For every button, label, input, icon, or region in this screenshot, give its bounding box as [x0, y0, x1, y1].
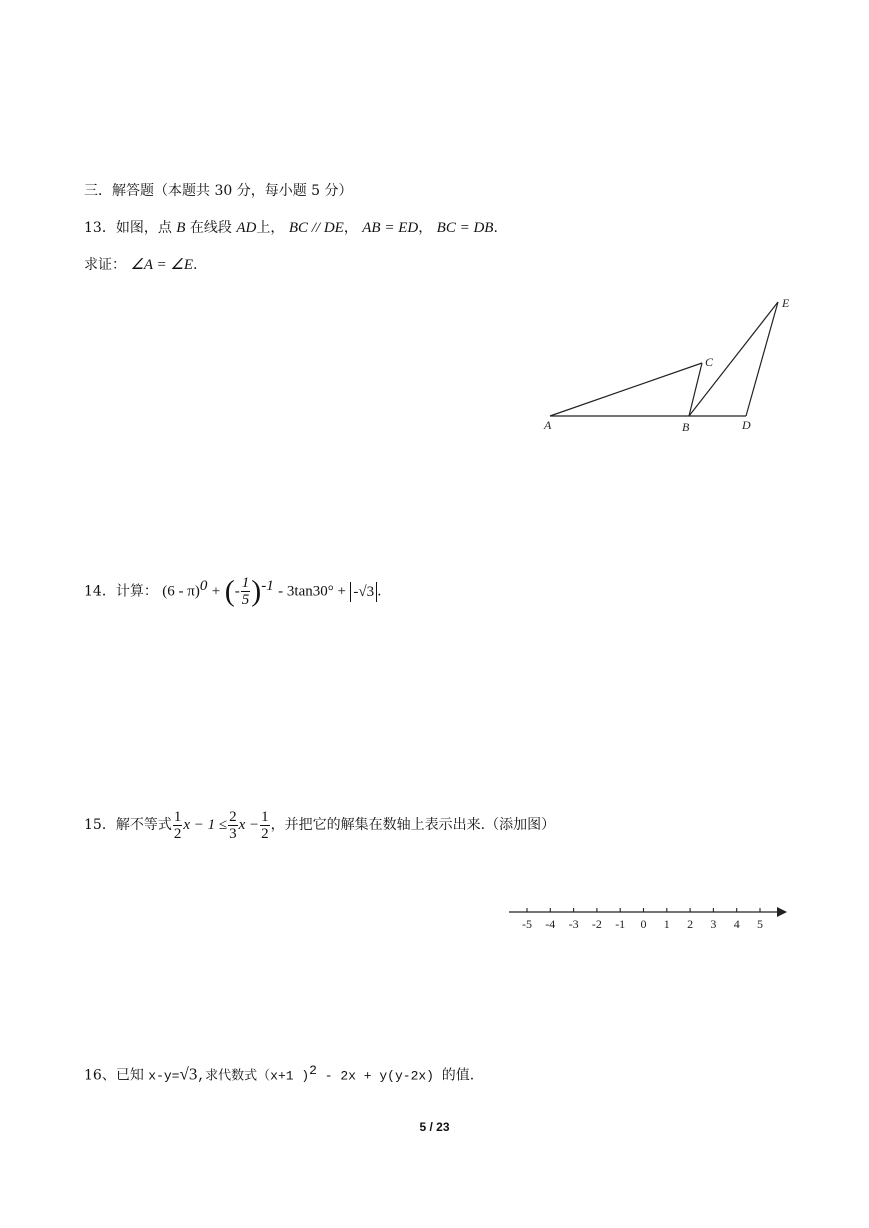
q13-prove — [84, 255, 197, 275]
number-line-tick-label: 3 — [710, 917, 717, 931]
q13-end: . — [493, 220, 498, 236]
q16-statement — [84, 1061, 474, 1087]
q14-exp0: 0 — [199, 578, 208, 594]
q14-statement — [84, 566, 382, 609]
q16-label: 已知 — [115, 1067, 144, 1084]
label-d: D — [742, 418, 751, 432]
label-e: E — [782, 296, 790, 310]
q15-frac3 — [260, 809, 270, 842]
q14-mid: - 3tan30° + — [278, 583, 346, 600]
q15-f1-num: 1 — [173, 808, 182, 825]
q16-expr: - 2x + y(y-2x) — [316, 1068, 442, 1084]
segment-ed — [746, 302, 778, 416]
q13-sep2: ， — [418, 220, 433, 236]
page-number: 5 / 23 — [419, 1120, 450, 1134]
q13-text-pre: 如图，点 — [115, 220, 172, 236]
q14-end: . — [377, 583, 382, 600]
q14-neg: - — [234, 583, 240, 600]
q14-label: 计算： — [115, 583, 158, 600]
q14-number: 14． — [84, 583, 116, 600]
q13-prove-label: 求证： — [84, 257, 126, 273]
q14-lparen: ( — [224, 574, 235, 608]
number-line-tick-label: 5 — [757, 917, 763, 931]
q15-f2-num: 2 — [229, 808, 237, 825]
q14-frac-num: 1 — [241, 575, 250, 592]
section-heading: 三．解答题（本题共 30 分，每小题 5 分） — [84, 183, 353, 199]
q13-statement — [84, 218, 498, 238]
q13-cond2: AB = ED — [362, 220, 419, 236]
q13-text-mid: 在线段 — [189, 220, 232, 236]
q16-lhs: x-y= — [148, 1068, 180, 1084]
q13-number: 13． — [84, 220, 116, 236]
q13-prove-expr: ∠A = ∠E — [130, 257, 194, 273]
q16-number: 16、 — [84, 1067, 116, 1084]
q15-f2-den: 3 — [229, 825, 237, 842]
number-line-tick-label: -1 — [615, 917, 626, 931]
q14-rparen: ) — [251, 574, 262, 608]
q16-exp2: 2 — [309, 1063, 317, 1078]
q13-point-b: B — [176, 220, 186, 236]
q15-tail: ，并把它的解集在数轴上表示出来.（添加图） — [270, 817, 556, 833]
q14-exp-neg1: -1 — [261, 578, 274, 594]
q16-rhs: √3 — [179, 1064, 198, 1084]
number-line-tick-label: 2 — [687, 917, 694, 931]
number-line-tick-label: -4 — [545, 917, 556, 931]
label-a: A — [544, 418, 552, 432]
q13-seg-ad: AD — [236, 220, 257, 236]
number-line-tick-label: 1 — [663, 917, 670, 931]
label-c: C — [705, 355, 714, 369]
q15-mid1: x − 1 ≤ — [183, 817, 228, 833]
number-line-arrow-icon — [777, 907, 787, 917]
q15-f1-den: 2 — [173, 825, 182, 842]
q13-text-post: 上， — [256, 220, 285, 236]
q15-f3-den: 2 — [261, 825, 269, 842]
q13-geometry-figure — [530, 290, 810, 440]
q15-frac1 — [173, 809, 183, 842]
q14-abs: -√3 — [350, 582, 377, 602]
number-line-tick-label: -3 — [568, 917, 579, 931]
q15-number-line — [505, 900, 795, 936]
segment-be — [689, 302, 778, 416]
label-b: B — [682, 420, 690, 434]
q15-statement — [84, 805, 555, 845]
number-line-tick-label: -5 — [522, 917, 532, 931]
q15-number: 15． — [84, 817, 116, 833]
q15-mid2: x − — [238, 817, 260, 833]
q15-frac2 — [228, 809, 238, 842]
q15-f3-num: 1 — [261, 808, 269, 825]
q16-text: ,求代数式（x+1 ) — [197, 1068, 310, 1084]
q13-cond3: BC = DB — [436, 220, 494, 236]
segment-ac — [550, 363, 702, 416]
q13-cond1: BC // DE — [288, 220, 344, 236]
q14-plus: + — [211, 583, 221, 600]
q13-prove-end: . — [193, 257, 198, 273]
number-line-tick-label: -2 — [591, 917, 602, 931]
q15-label: 解不等式 — [115, 817, 172, 833]
q16-tail: 的值. — [441, 1067, 475, 1084]
number-line-tick-label: 0 — [640, 917, 647, 931]
q14-frac-den: 5 — [241, 592, 250, 609]
q14-term1: (6 - π) — [162, 583, 200, 600]
q13-sep1: ， — [343, 220, 358, 236]
number-line-tick-label: 4 — [733, 917, 740, 931]
q14-fraction — [241, 575, 251, 608]
